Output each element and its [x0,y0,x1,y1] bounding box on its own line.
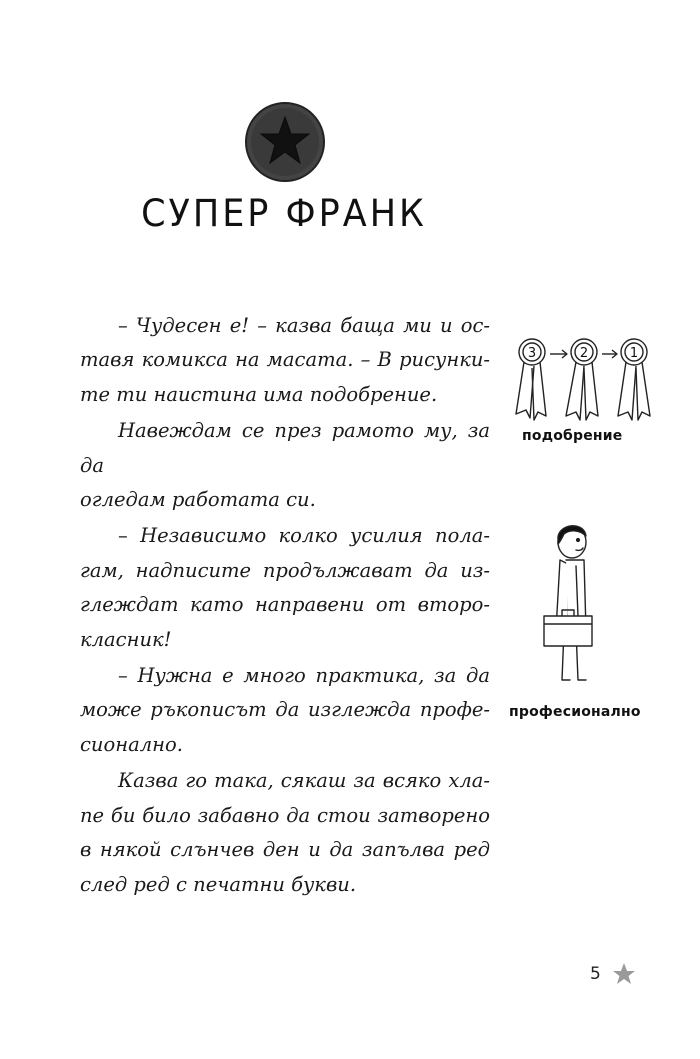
ribbon-number: 3 [527,346,537,361]
person-with-briefcase-icon [540,520,610,690]
text-line: глеждат като направени от второ- [80,593,490,617]
ribbon-number: 2 [579,346,589,361]
page-number: 5 [590,964,601,984]
text-line: – Независимо колко усилия пола- [118,524,490,548]
paragraph-3 [80,519,490,657]
text-line: тавя комикса на масата. – В рисунки- [80,348,490,372]
text-line: след ред с печатни букви. [80,872,357,896]
paragraph-4 [80,659,490,762]
paragraph-2 [80,414,490,517]
text-line: – Нужна е много практика, за да [118,664,490,688]
person-caption: професионално [509,704,641,720]
paragraph-5 [80,764,490,902]
text-line: Навеждам се през рамото му, за да [80,419,490,477]
text-line: пе би било забавно да стои затворено [80,803,490,827]
text-line: сионално. [80,732,183,756]
star-icon [612,962,636,986]
paragraph-1 [80,309,490,412]
text-line: в някой слънчев ден и да запълва ред [80,838,490,862]
text-line: огледам работата си. [80,488,316,512]
text-line: класник! [80,627,172,651]
ribbon-number: 1 [629,346,639,361]
ribbons-caption: подобрение [522,428,623,444]
star-badge-icon [243,100,327,184]
text-line: те ти наистина има подобрение. [80,382,438,406]
text-line: гам, надписите продължават да из- [80,558,490,582]
chapter-title: СУПЕР ФРАНК [141,192,427,236]
text-line: може ръкописът да изглежда профе- [80,698,490,722]
text-line: – Чудесен е! – казва баща ми и ос- [118,314,490,337]
text-line: Казва го така, сякаш за всяко хла- [118,769,490,793]
award-ribbons-icon [510,332,655,422]
body-text [80,309,490,902]
